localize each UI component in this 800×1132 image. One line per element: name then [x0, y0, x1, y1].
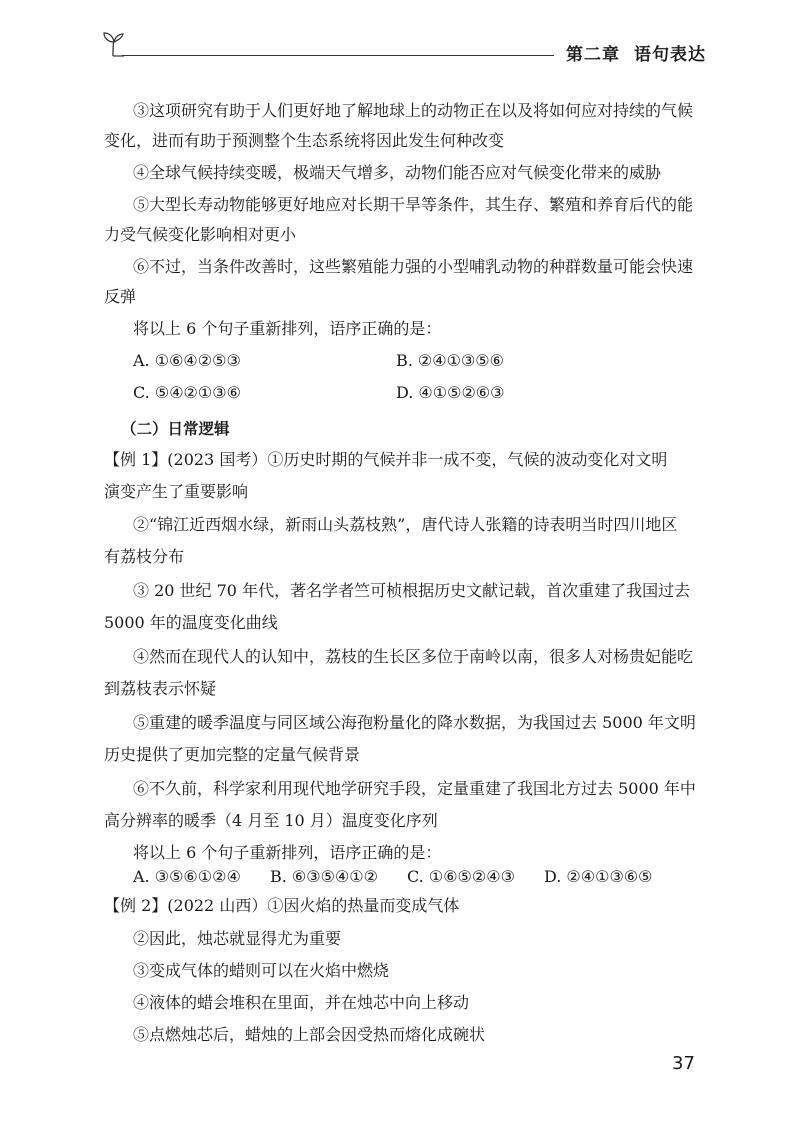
sentence-3-line-1: ③这项研究有助于人们更好地了解地球上的动物正在以及将如何应对持续的气候 [133, 101, 694, 120]
chapter-label: 第二章 [566, 45, 620, 65]
example-1-option-d: D. ②④①③⑥⑤ [544, 867, 653, 886]
example-2-sentence-2: ②因此，烛芯就显得尤为重要 [133, 929, 342, 948]
example-1-prompt: 将以上 6 个句子重新排列，语序正确的是： [133, 843, 442, 862]
sprout-icon [98, 30, 128, 58]
example-2-sentence-5: ⑤点燃烛芯后，蜡烛的上部会因受热而熔化成碗状 [133, 1025, 486, 1044]
question-prompt: 将以上 6 个句子重新排列，语序正确的是： [133, 319, 442, 338]
option-d: D. ④①⑤②⑥③ [396, 383, 505, 402]
example-2-sentence-3: ③变成气体的蜡则可以在火焰中燃烧 [133, 961, 390, 980]
section-heading: （二）日常逻辑 [121, 420, 230, 438]
sentence-6-line-1: ⑥不过，当条件改善时，这些繁殖能力强的小型哺乳动物的种群数量可能会快速 [133, 257, 694, 276]
example-1-option-a: A. ③⑤⑥①②④ [133, 867, 241, 886]
sentence-4: ④全球气候持续变暖，极端天气增多，动物们能否应对气候变化带来的威胁 [133, 163, 662, 182]
example-1-sentence-2-line-2: 有荔枝分布 [104, 547, 185, 566]
example-1-sentence-6-line-2: 高分辨率的暖季（4 月至 10 月）温度变化序列 [104, 811, 438, 830]
sentence-5-line-2: 力受气候变化影响相对更小 [104, 225, 297, 244]
sentence-6-line-2: 反弹 [104, 287, 137, 306]
example-1-sentence-5-line-2: 历史提供了更加完整的定量气候背景 [104, 745, 361, 764]
example-1-sentence-4-line-2: 到荔枝表示怀疑 [104, 679, 217, 698]
example-1-option-c: C. ①⑥⑤②④③ [407, 867, 515, 886]
example-1-option-b: B. ⑥③⑤④①② [270, 867, 378, 886]
page-number: 37 [672, 1053, 695, 1074]
example-1-sentence-2-line-1: ②“锦江近西烟水绿，新雨山头荔枝熟”，唐代诗人张籍的诗表明当时四川地区 [133, 515, 678, 534]
option-a: A. ①⑥④②⑤③ [133, 351, 241, 370]
example-1-sentence-4-line-1: ④然而在现代人的认知中，荔枝的生长区多位于南岭以南，很多人对杨贵妃能吃 [133, 647, 694, 666]
section-label: 语句表达 [634, 45, 706, 65]
sentence-5-line-1: ⑤大型长寿动物能够更好地应对长期干旱等条件，其生存、繁殖和养育后代的能 [133, 195, 694, 214]
example-1-sentence-3-line-1: ③ 20 世纪 70 年代，著名学者竺可桢根据历史文献记载，首次重建了我国过去 [133, 581, 691, 600]
example-1-sentence-5-line-1: ⑤重建的暖季温度与同区域公海孢粉量化的降水数据，为我国过去 5000 年文明 [133, 713, 696, 732]
example-1-sentence-6-line-1: ⑥不久前，科学家利用现代地学研究手段，定量重建了我国北方过去 5000 年中 [133, 779, 696, 798]
header-rule [122, 55, 554, 56]
example-1-line-1: 【例 1】(2023 国考）①历史时期的气候并非一成不变，气候的波动变化对文明 [104, 450, 668, 469]
option-b: B. ②④①③⑤⑥ [396, 351, 504, 370]
example-1-sentence-3-line-2: 5000 年的温度变化曲线 [104, 613, 278, 632]
running-header [566, 40, 706, 65]
example-2-sentence-4: ④液体的蜡会堆积在里面，并在烛芯中向上移动 [133, 993, 470, 1012]
sentence-3-line-2: 变化，进而有助于预测整个生态系统将因此发生何种改变 [104, 131, 505, 150]
example-2-line-1: 【例 2】(2022 山西）①因火焰的热量而变成气体 [104, 896, 460, 915]
option-c: C. ⑤④②①③⑥ [133, 383, 241, 402]
example-1-line-2: 演变产生了重要影响 [104, 482, 249, 501]
